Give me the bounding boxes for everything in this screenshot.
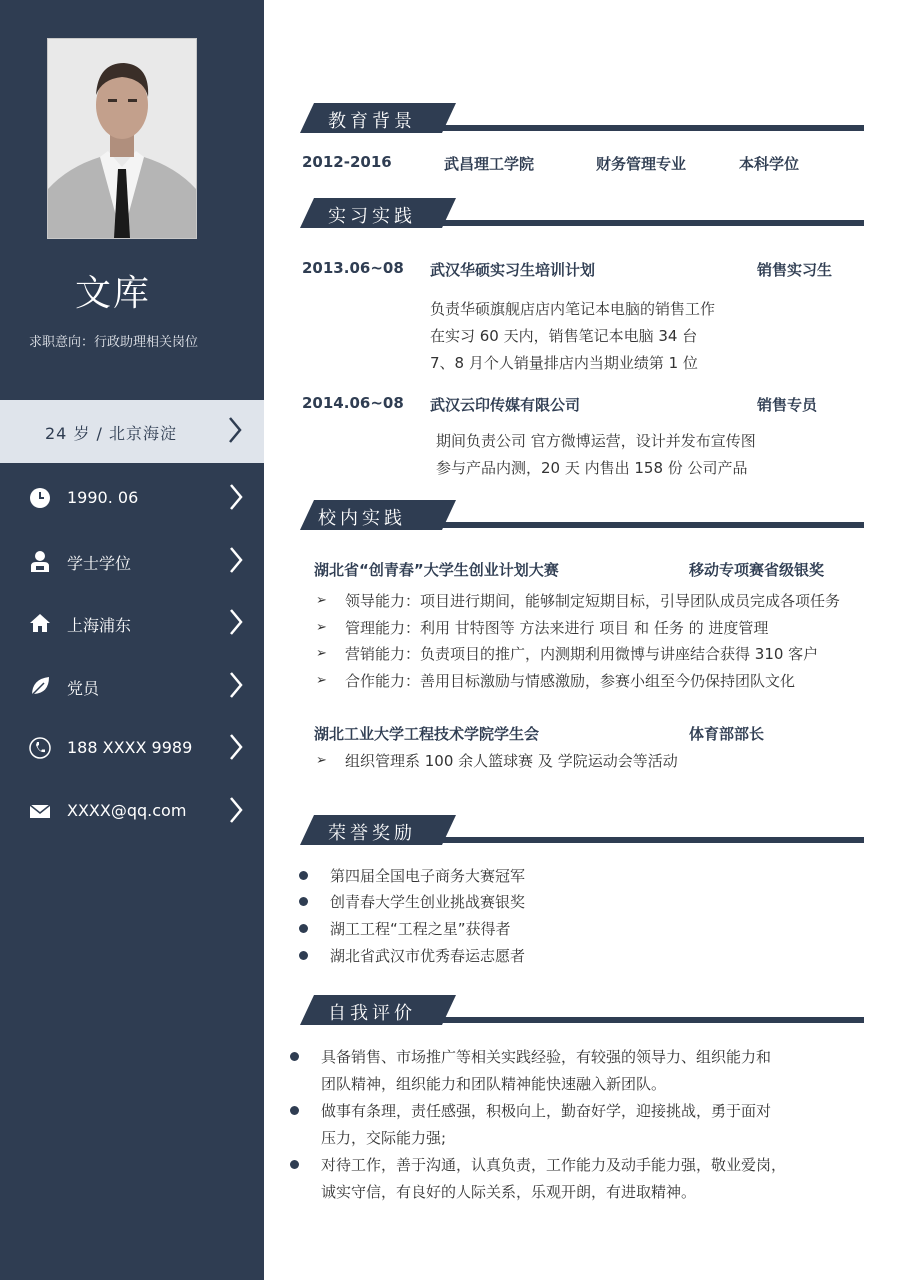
chevron-right-icon — [229, 546, 243, 574]
phone-icon — [29, 737, 51, 759]
section-education — [300, 103, 864, 133]
bullet-dot-icon — [299, 951, 308, 960]
birth-text: 1990. 06 — [67, 488, 139, 507]
honor-item: 第四届全国电子商务大赛冠军 — [330, 867, 526, 885]
edu-degree: 本科学位 — [739, 155, 800, 173]
self-eval-line: 做事有条理，责任感强，积极向上，勤奋好学，迎接挑战，勇于面对 — [321, 1102, 772, 1120]
section-tab — [300, 815, 456, 845]
info-party — [0, 666, 264, 706]
mail-icon — [29, 800, 51, 822]
section-campus — [300, 500, 864, 530]
candidate-name: 文库 — [74, 273, 151, 314]
home-icon — [29, 612, 51, 634]
party-text: 党员 — [67, 679, 100, 698]
honor-item: 湖北省武汉市优秀春运志愿者 — [330, 947, 526, 965]
section-rule — [430, 1017, 864, 1023]
campus-point: 组织管理系 100 余人篮球赛 及 学院运动会等活动 — [345, 752, 678, 770]
degree-text: 学士学位 — [67, 554, 132, 573]
job-period: 2013.06~08 — [302, 259, 404, 277]
self-eval-line: 团队精神，组织能力和团队精神能快速融入新团队。 — [321, 1075, 667, 1093]
campus-point: 合作能力：善用目标激励与情感激励，参赛小组至今仍保持团队文化 — [345, 672, 796, 690]
self-eval-line: 具备销售、市场推广等相关实践经验，有较强的领导力、组织能力和 — [321, 1048, 772, 1066]
phone-text: 188 XXXX 9989 — [67, 738, 193, 757]
section-tab — [300, 995, 456, 1025]
arrow-bullet-icon: ➢ — [316, 673, 327, 688]
section-title: 教育背景 — [328, 111, 416, 132]
section-tab — [300, 500, 456, 530]
arrow-bullet-icon: ➢ — [316, 593, 327, 608]
event-name: 湖北工业大学工程技术学院学生会 — [314, 725, 540, 743]
section-title: 自我评价 — [328, 1003, 416, 1024]
job-company: 武汉华硕实习生培训计划 — [430, 261, 596, 279]
self-eval-line: 对待工作，善于沟通，认真负责，工作能力及动手能力强，敬业爱岗， — [321, 1156, 787, 1174]
sidebar — [0, 0, 264, 1280]
section-honors — [300, 815, 864, 845]
job-detail: 参与产品内测，20 天 内售出 158 份 公司产品 — [436, 459, 748, 477]
section-title: 实习实践 — [328, 206, 416, 227]
campus-point: 领导能力：项目进行期间，能够制定短期目标，引导团队成员完成各项任务 — [345, 592, 841, 610]
section-tab — [300, 103, 456, 133]
edu-period: 2012-2016 — [302, 153, 392, 171]
chevron-right-icon — [228, 416, 242, 444]
chevron-right-icon — [229, 796, 243, 824]
user-degree-icon — [29, 550, 51, 572]
bullet-dot-icon — [290, 1106, 299, 1115]
leaf-icon — [29, 675, 51, 697]
event-award: 移动专项赛省级银奖 — [689, 561, 825, 579]
section-internship — [300, 198, 864, 228]
job-detail: 在实习 60 天内，销售笔记本电脑 34 台 — [430, 327, 698, 345]
campus-point: 营销能力：负责项目的推广，内测期利用微博与讲座结合获得 310 客户 — [345, 645, 819, 663]
section-rule — [430, 125, 864, 131]
bullet-dot-icon — [290, 1160, 299, 1169]
section-self-eval — [300, 995, 864, 1025]
age-location-bar — [0, 400, 264, 463]
event-award: 体育部部长 — [689, 725, 765, 743]
job-detail: 7、8 月个人销量排店内当期业绩第 1 位 — [430, 354, 698, 372]
arrow-bullet-icon: ➢ — [316, 753, 327, 768]
bullet-dot-icon — [299, 871, 308, 880]
bullet-dot-icon — [290, 1052, 299, 1061]
section-title: 校内实践 — [318, 508, 406, 529]
chevron-right-icon — [229, 733, 243, 761]
honor-item: 创青春大学生创业挑战赛银奖 — [330, 893, 526, 911]
clock-icon — [29, 487, 51, 509]
arrow-bullet-icon: ➢ — [316, 620, 327, 635]
age-location-text: 24 岁 / 北京海淀 — [45, 424, 178, 443]
info-email — [0, 791, 264, 831]
job-detail: 期间负责公司 官方微博运营，设计并发布宣传图 — [436, 432, 756, 450]
self-eval-line: 压力，交际能力强; — [321, 1129, 447, 1147]
section-tab — [300, 198, 456, 228]
bullet-dot-icon — [299, 924, 308, 933]
section-rule — [430, 220, 864, 226]
section-rule — [430, 522, 864, 528]
job-intent: 求职意向：行政助理相关岗位 — [29, 335, 199, 350]
chevron-right-icon — [229, 671, 243, 699]
chevron-right-icon — [229, 608, 243, 636]
event-name: 湖北省“创青春”大学生创业计划大赛 — [314, 561, 559, 579]
location-text: 上海浦东 — [67, 616, 132, 635]
chevron-right-icon — [229, 483, 243, 511]
self-eval-line: 诚实守信，有良好的人际关系，乐观开朗，有进取精神。 — [321, 1183, 697, 1201]
job-role: 销售专员 — [757, 396, 818, 414]
job-period: 2014.06~08 — [302, 394, 404, 412]
job-role: 销售实习生 — [757, 261, 833, 279]
honor-item: 湖工工程“工程之星”获得者 — [330, 920, 511, 938]
profile-photo — [47, 38, 197, 239]
section-title: 荣誉奖励 — [328, 823, 416, 844]
section-rule — [430, 837, 864, 843]
edu-major: 财务管理专业 — [596, 155, 687, 173]
campus-point: 管理能力：利用 甘特图等 方法来进行 项目 和 任务 的 进度管理 — [345, 619, 769, 637]
job-detail: 负责华硕旗舰店店内笔记本电脑的销售工作 — [430, 300, 716, 318]
edu-school: 武昌理工学院 — [444, 155, 535, 173]
bullet-dot-icon — [299, 897, 308, 906]
info-phone — [0, 728, 264, 768]
info-degree — [0, 541, 264, 581]
job-company: 武汉云印传媒有限公司 — [430, 396, 581, 414]
arrow-bullet-icon: ➢ — [316, 646, 327, 661]
info-location — [0, 603, 264, 643]
info-birth — [0, 478, 264, 518]
email-text: XXXX@qq.com — [67, 801, 187, 820]
